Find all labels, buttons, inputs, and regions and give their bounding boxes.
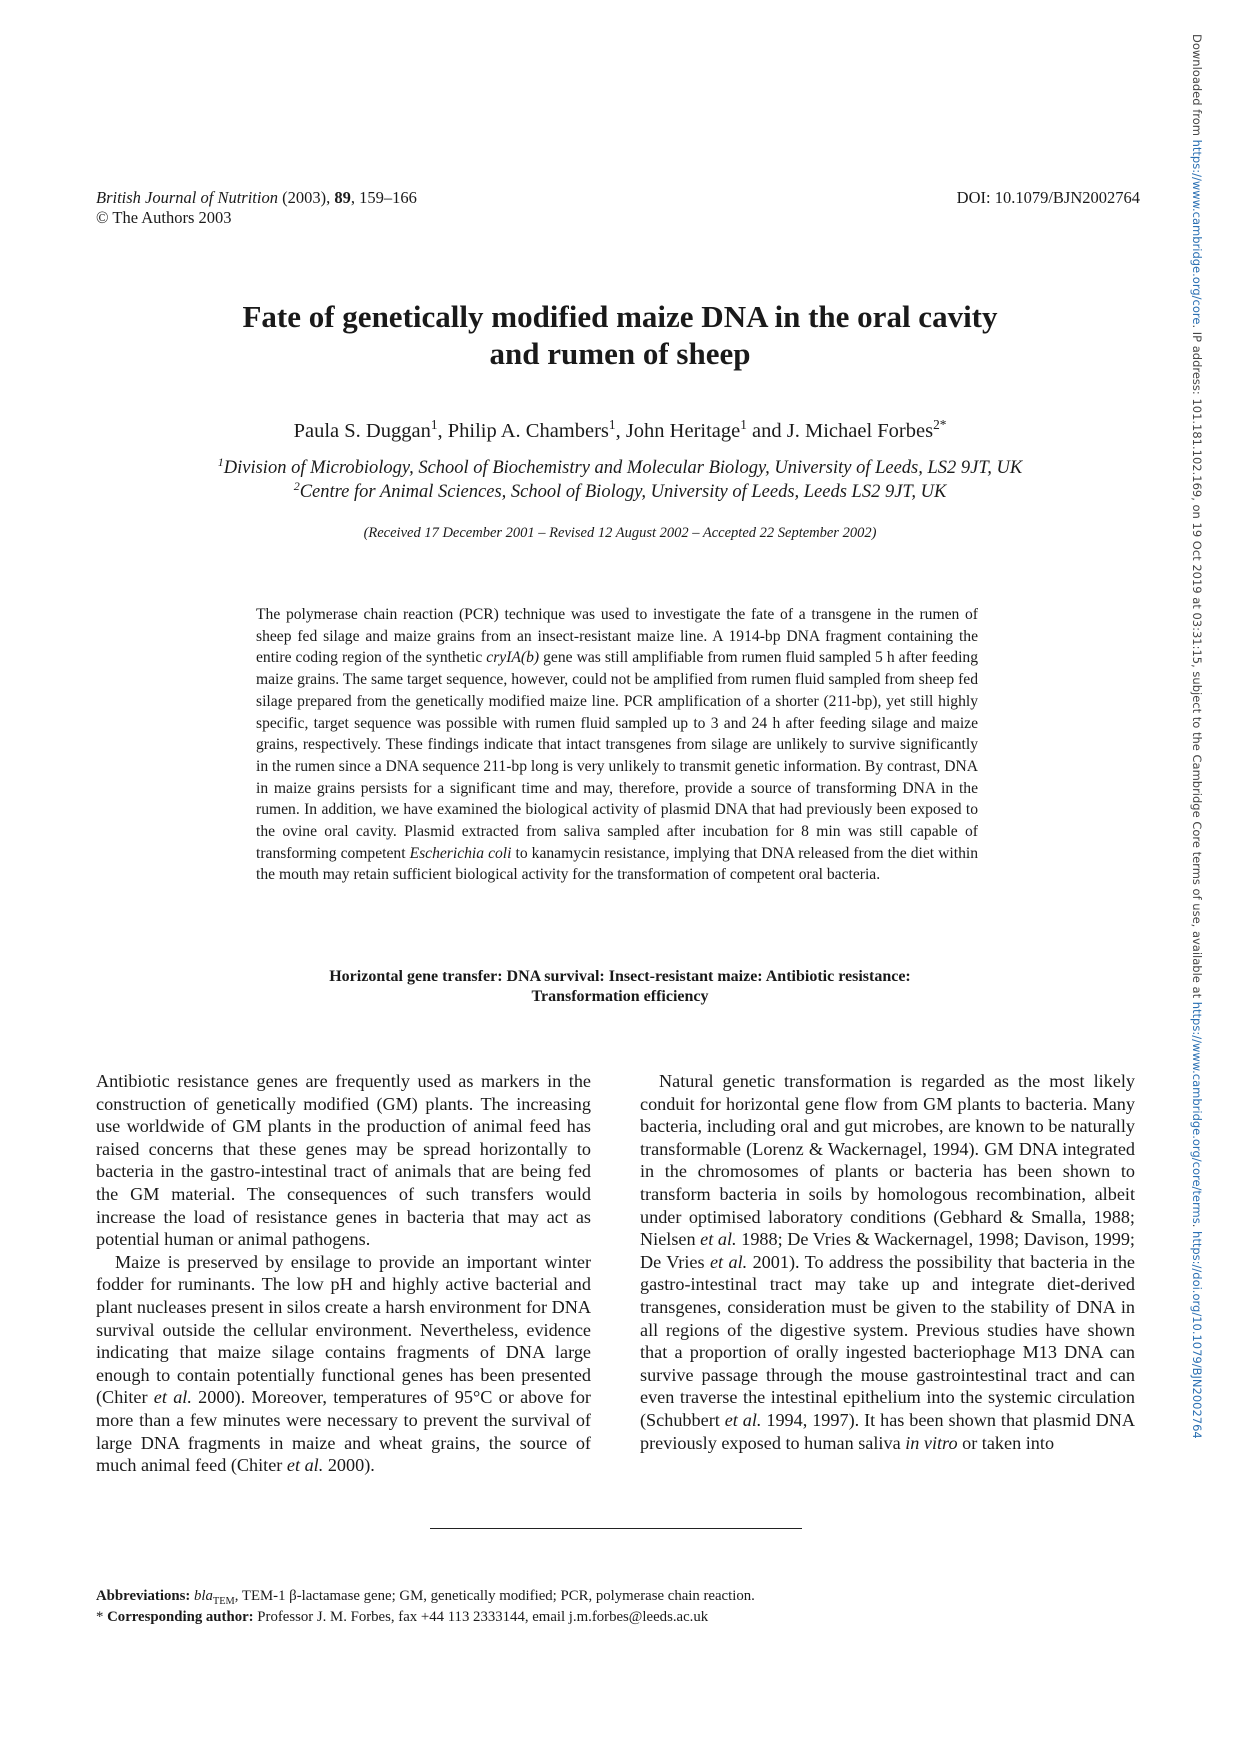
affiliation-marker: 1	[608, 417, 616, 433]
et-al: et al.	[700, 1229, 737, 1250]
keywords	[240, 967, 1000, 1007]
affiliation-marker: 1	[430, 417, 438, 433]
abstract-text: gene was still amplifiable from rumen fluid sampled 5 h after feeding maize grains. The same target sequence, however, could not be amplified from rumen fluid sampled from sheep fed silage prepared from the genetically modified maize line. PCR amplification of a shorter (211-bp), yet still highly specific, target sequence was possible with rumen fluid sampled up to 3 and 24 h after feeding silage and maize grains, respectively. These findings indicate that intact transgenes from silage are unlikely to survive significantly in the rumen since a DNA sequence 211-bp long is very unlikely to transmit genetic information. By contrast, DNA in maize grains persists for a significant time and may, therefore, provide a source of transforming DNA in the rumen. In addition, we have examined the biological activity of plasmid DNA that had previously been exposed to the ovine oral cavity. Plasmid extracted from saliva sampled after incubation for 8 min was still capable of transforming competent	[256, 649, 978, 862]
paragraph-text: 2000). Moreover, temperatures of 95°C or above for more than a few minutes were necessary to prevent the survival of large DNA fragments in maize and wheat grains, the source of much animal feed (Chiter	[96, 1387, 591, 1476]
paragraph-text: 1988; De Vries & Wackernagel, 1998; Davison, 1999; De Vries	[640, 1229, 1135, 1272]
cambridge-core-link[interactable]: https://www.cambridge.org/core	[1190, 139, 1204, 325]
affiliation-marker: 1	[740, 417, 747, 433]
abbreviations-footnote	[96, 1586, 1096, 1607]
paragraph-text: Maize is preserved by ensilage to provide an important winter fodder for ruminants. The low pH and highly active bacterial and plant nucleases present in silos create a harsh environment for DNA survival outside the cellular environment. Nevertheless, evidence indicating that maize silage contains fragments of DNA large enough to contain potentially functional genes has been presented (Chiter	[96, 1251, 591, 1408]
terms-link[interactable]: https://www.cambridge.org/core/terms	[1190, 1001, 1204, 1224]
journal-name: British Journal of Nutrition	[96, 188, 278, 207]
affiliation-text: Division of Microbiology, School of Biochemistry and Molecular Biology, University of Leeds, LS2 9JT, UK	[223, 458, 1023, 478]
doi-header: DOI: 10.1079/BJN2002764	[956, 188, 1140, 207]
affiliation-text: Centre for Animal Sciences, School of Biology, University of Leeds, Leeds LS2 9JT, UK	[299, 482, 947, 502]
paper-title	[140, 298, 1100, 372]
doi-link[interactable]: https://doi.org/10.1079/BJN2002764	[1190, 1231, 1204, 1439]
et-al: et al.	[709, 1251, 748, 1272]
affiliation-number: 1	[217, 454, 224, 469]
received-dates: (Received 17 December 2001 – Revised 12 August 2002 – Accepted 22 September 2002)	[363, 525, 877, 541]
affiliations	[100, 456, 1140, 504]
paragraph	[640, 1070, 1135, 1454]
footnote-divider	[430, 1528, 802, 1529]
title-line: Fate of genetically modified maize DNA in the oral cavity	[242, 299, 998, 334]
paragraph-text: 1994, 1997). It has been shown that plasmid DNA previously exposed to human saliva	[640, 1409, 1135, 1453]
keywords-line: Horizontal gene transfer: DNA survival: Insect-resistant maize: Antibiotic resistance:	[329, 968, 911, 985]
affiliation-2	[100, 480, 1140, 504]
affiliation-number: 2	[293, 478, 300, 493]
paragraph-text: or taken into	[957, 1432, 1055, 1453]
abstract-text: The polymerase chain reaction (PCR) technique was used to investigate the fate of a transgene in the rumen of sheep fed silage and maize grains from an insect-resistant maize line. A 1914-bp DNA fragment containing the entire coding region of the synthetic	[256, 606, 978, 667]
et-al: et al.	[724, 1409, 762, 1430]
journal-pages: , 159–166	[350, 188, 417, 207]
et-al: et al.	[153, 1387, 192, 1408]
download-notice	[1188, 34, 1206, 1674]
author-name: and J. Michael Forbes	[746, 420, 934, 442]
footnote-text: , TEM-1 β-lactamase gene; GM, genetically modified; PCR, polymerase chain reaction.	[234, 1588, 755, 1604]
paragraph: Antibiotic resistance genes are frequently used as markers in the construction of genetically modified (GM) plants. The increasing use worldwide of GM plants in the production of animal feed has raised concerns that these genes may be spread horizontally to bacteria in the gastro-intestinal tract of animals that are being fed the GM material. The consequences of such transfers would increase the load of resistance genes in bacteria that may act as potential human or animal pathogens.	[96, 1071, 591, 1250]
footnotes	[96, 1586, 1096, 1628]
footnote-label: Abbreviations:	[96, 1588, 191, 1604]
abstract-text: to kanamycin resistance, implying that DNA released from the diet within the mouth may retain sufficient biological activity for the transformation of competent oral bacteria.	[256, 844, 978, 884]
journal-volume: 89	[334, 188, 351, 207]
footnote-label: Corresponding author:	[107, 1609, 254, 1625]
paragraph-text: Natural genetic transformation is regarded as the most likely conduit for horizontal gene flow from GM plants to bacteria. Many bacteria, including oral and gut microbes, are known to be naturally transformable (Lorenz & Wackernagel, 1994). GM DNA integrated in the chromosomes of plants or bacteria has been shown to transform bacteria in soils by homologous recombination, albeit under optimised laboratory conditions (Gebhard & Smalla, 1988; Nielsen	[640, 1071, 1135, 1250]
copyright-line: © The Authors 2003	[96, 208, 232, 227]
body-column-right	[640, 1070, 1135, 1454]
download-notice-text: Downloaded from	[1190, 34, 1204, 140]
download-notice-text: . IP address: 101.181.102.169, on 19 Oct 2019 at 03:31:15, subject to the Cambridge Core terms of use, available at	[1190, 324, 1204, 1002]
gene-subscript: TEM	[212, 1595, 235, 1607]
author-name: , John Heritage	[615, 420, 741, 442]
author-name: , Philip A. Chambers	[437, 420, 609, 442]
author-list	[120, 418, 1120, 444]
body-column-left	[96, 1070, 591, 1477]
corresponding-author-footnote	[96, 1607, 1096, 1628]
download-notice-text: .	[1190, 1223, 1204, 1232]
affiliation-1	[100, 456, 1140, 480]
affiliation-marker: 2*	[933, 417, 947, 433]
in-vitro: in vitro	[905, 1432, 958, 1453]
paragraph-text: 2001). To address the possibility that bacteria in the gastro-intestinal tract may take up and integrate diet-derived transgenes, consideration must be given to the stability of DNA in all regions of the digestive system. Previous studies have shown that a proportion of orally ingested bacteriophage M13 DNA can survive passage through the mouse gastrointestinal tract and can even traverse the intestinal epithelium into the systemic circulation (Schubbert	[640, 1251, 1136, 1430]
keywords-line: Transformation efficiency	[531, 988, 709, 1005]
paragraph	[96, 1251, 591, 1477]
footnote-text: Professor J. M. Forbes, fax +44 113 2333144, email j.m.forbes@leeds.ac.uk	[253, 1609, 709, 1625]
journal-citation	[96, 188, 417, 228]
gene-symbol: bla	[193, 1588, 213, 1604]
title-line: and rumen of sheep	[489, 336, 751, 371]
abstract	[256, 604, 978, 886]
footnote-marker: *	[96, 1609, 104, 1625]
author-name: Paula S. Duggan	[293, 420, 431, 442]
journal-year: (2003),	[277, 188, 335, 207]
paragraph-text: 2000).	[323, 1455, 375, 1476]
gene-name: cryIA(b)	[486, 649, 540, 667]
et-al: et al.	[286, 1455, 324, 1476]
species-name: Escherichia coli	[409, 844, 512, 862]
